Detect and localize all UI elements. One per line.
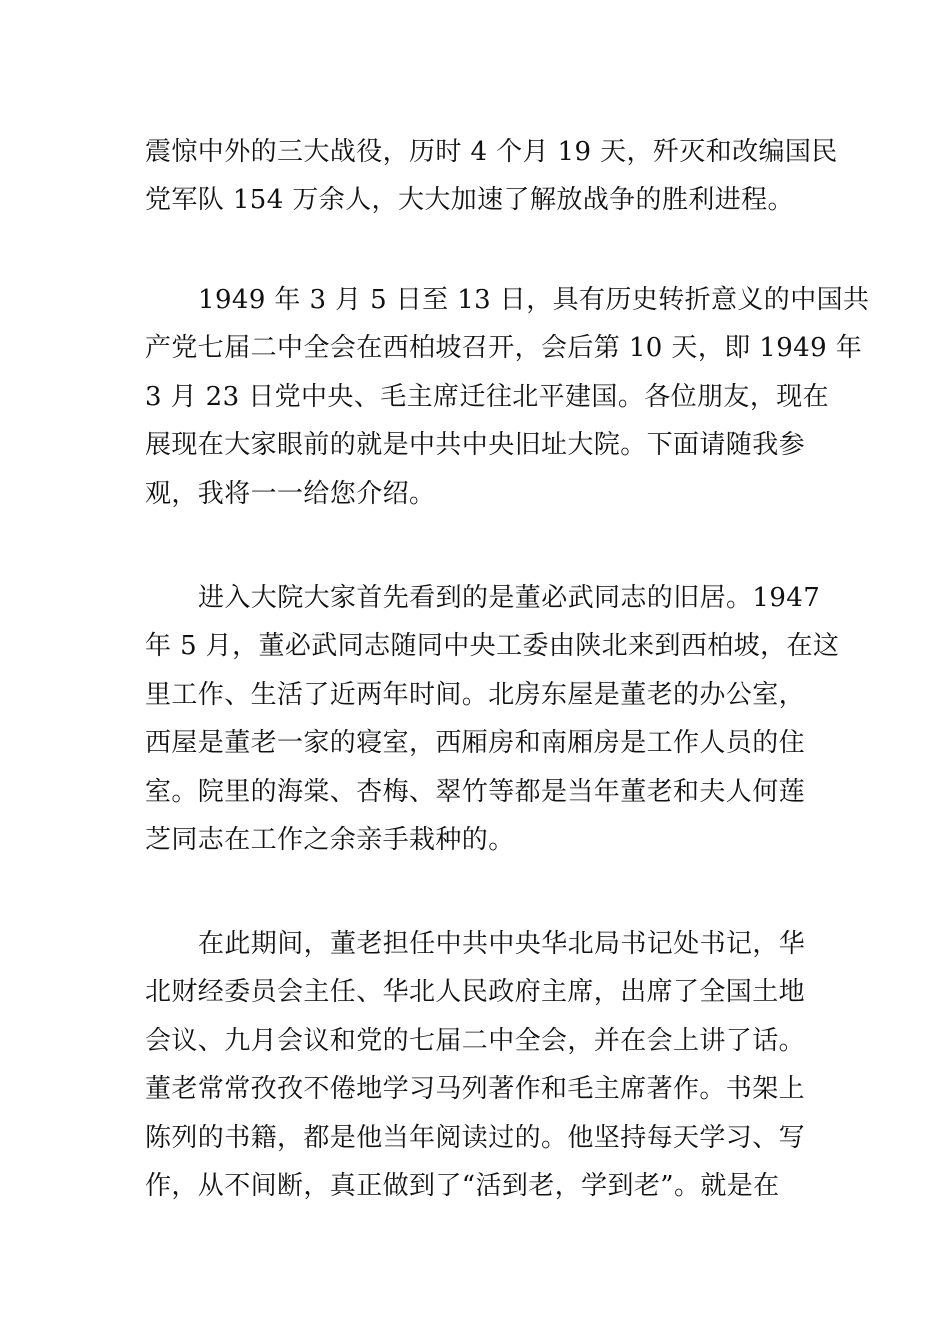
paragraph-4-line-1: 在此期间，董老担任中共中央华北局书记处书记，华 bbox=[198, 929, 806, 959]
paragraph-3-line-4: 西屋是董老一家的寝室，西厢房和南厢房是工作人员的住 bbox=[145, 728, 806, 758]
paragraph-2-line-2: 产党七届二中全会在西柏坡召开，会后第 10 天，即 1949 年 bbox=[145, 333, 863, 363]
paragraph-2-line-1: 1949 年 3 月 5 日至 13 日，具有历史转折意义的中国共 bbox=[198, 285, 870, 315]
paragraph-1-line-1: 震惊中外的三大战役，历时 4 个月 19 天，歼灭和改编国民 bbox=[145, 137, 838, 167]
paragraph-4-line-5: 陈列的书籍，都是他当年阅读过的。他坚持每天学习、写 bbox=[145, 1123, 806, 1153]
paragraph-4-line-2: 北财经委员会主任、华北人民政府主席，出席了全国土地 bbox=[145, 977, 806, 1007]
paragraph-3-line-3: 里工作、生活了近两年时间。北房东屋是董老的办公室， bbox=[145, 680, 806, 710]
paragraph-3-line-5: 室。院里的海棠、杏梅、翠竹等都是当年董老和夫人何莲 bbox=[145, 777, 806, 807]
paragraph-2-line-3: 3 月 23 日党中央、毛主席迁往北平建国。各位朋友，现在 bbox=[145, 382, 830, 412]
paragraph-4-line-3: 会议、九月会议和党的七届二中全会，并在会上讲了话。 bbox=[145, 1026, 806, 1056]
paragraph-3-line-1: 进入大院大家首先看到的是董必武同志的旧居。1947 bbox=[198, 583, 821, 613]
paragraph-1-line-2: 党军队 154 万余人，大大加速了解放战争的胜利进程。 bbox=[145, 185, 794, 215]
paragraph-4-line-4: 董老常常孜孜不倦地学习马列著作和毛主席著作。书架上 bbox=[145, 1074, 806, 1104]
paragraph-2-line-4: 展现在大家眼前的就是中共中央旧址大院。下面请随我参 bbox=[145, 430, 806, 460]
paragraph-2-line-5: 观，我将一一给您介绍。 bbox=[145, 479, 436, 509]
paragraph-4-line-6: 作，从不间断，真正做到了“活到老，学到老”。就是在 bbox=[145, 1171, 780, 1201]
paragraph-3-line-6: 芝同志在工作之余亲手栽种的。 bbox=[145, 825, 515, 855]
paragraph-3-line-2: 年 5 月，董必武同志随同中央工委由陕北来到西柏坡，在这 bbox=[145, 631, 840, 661]
